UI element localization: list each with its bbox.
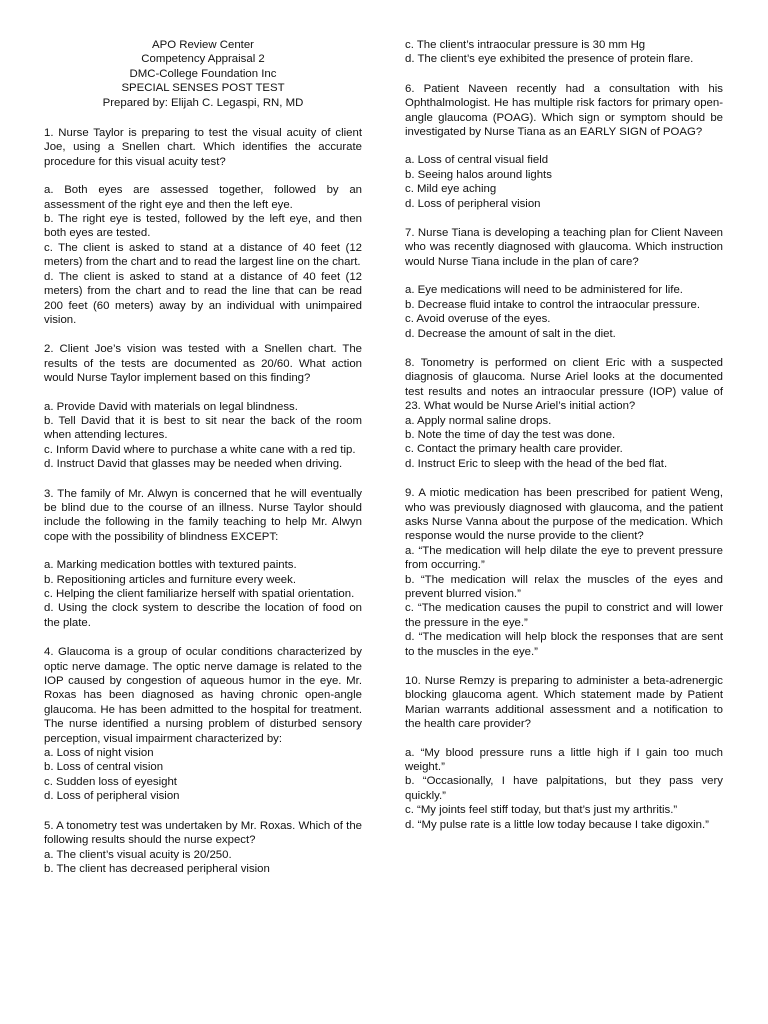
question-5 <box>44 819 362 877</box>
choice-d: d. “My pulse rate is a little low today because I take digoxin.” <box>405 818 709 831</box>
choice-d: d. Instruct David that glasses may be needed when driving. <box>44 458 343 471</box>
choice-c: c. The client is asked to stand at a distance of 40 feet (12 meters) from the chart and to read the largest line on the chart. <box>44 241 362 269</box>
question-5-continued <box>405 38 723 67</box>
choice-c: c. The client’s intraocular pressure is 30 mm Hg <box>405 39 646 51</box>
choice-d: d. The client’s eye exhibited the presence of protein flare. <box>405 53 694 66</box>
question-8 <box>405 356 723 471</box>
test-title: SPECIAL SENSES POST TEST <box>121 82 285 95</box>
choice-c: c. Helping the client familiarize herself with spatial orientation. <box>44 588 355 600</box>
choice-a: a. The client’s visual acuity is 20/250. <box>44 848 232 861</box>
choice-a: a. “My blood pressure runs a little high if I gain too much weight.” <box>405 746 723 774</box>
question-stem: 10. Nurse Remzy is preparing to administer a beta-adrenergic blocking glaucoma agent. Which statement made by Patient Marian warrants additional assessment and a notification to the health care provider? <box>405 675 723 731</box>
question-9 <box>405 486 723 659</box>
choice-b: b. Loss of central vision <box>44 761 164 774</box>
institution-name: DMC-College Foundation Inc <box>129 67 277 80</box>
question-stem: 9. A miotic medication has been prescribed for patient Weng, who was previously diagnosed with glaucoma, and the patient asks Nurse Vanna about the purpose of the medication. Which response would the nurse provide to the client? <box>405 487 723 543</box>
choice-c: c. Inform David where to purchase a white cane with a red tip. <box>44 443 356 456</box>
question-stem: 4. Glaucoma is a group of ocular conditions characterized by optic nerve damage. The optic nerve damage is related to the IOP caused by congestion of aqueous humor in the eye. Mr. Roxas has been diagnosed as having chronic open-angle glaucoma. He has been admitted to the hospital for treatment. The nurse identified a nursing problem of disturbed sensory perception, visual impairment characterized by: <box>44 646 362 745</box>
question-stem: 6. Patient Naveen recently had a consultation with his Ophthalmologist. He has multiple risk factors for primary open-angle glaucoma (POAG). Which sign or symptom should be investigated by Nurse Tiana as an EARLY SIGN of POAG? <box>405 82 723 139</box>
choice-d: d. Using the clock system to describe the location of food on the plate. <box>44 602 362 629</box>
choice-a: a. “The medication will help dilate the eye to prevent pressure from occurring.” <box>405 544 723 572</box>
choice-b: b. “Occasionally, I have palpitations, but they pass very quickly.” <box>405 775 723 802</box>
choice-b: b. Repositioning articles and furniture every week. <box>44 573 296 586</box>
choice-a: a. Loss of central visual field <box>405 154 549 167</box>
choice-a: a. Loss of night vision <box>44 747 154 760</box>
choice-c: c. Avoid overuse of the eyes. <box>405 313 551 326</box>
choice-c: c. “My joints feel stiff today, but that’s just my arthritis.” <box>405 804 678 817</box>
choice-b: b. Note the time of day the test was done. <box>405 428 616 441</box>
choice-b: b. Tell David that it is best to sit near the back of the room when attending lectures. <box>44 414 362 442</box>
choice-a: a. Both eyes are assessed together, followed by an assessment of the right eye and then the left eye. <box>44 184 362 211</box>
choice-a: a. Apply normal saline drops. <box>405 414 552 427</box>
choice-a: a. Eye medications will need to be administered for life. <box>405 284 683 297</box>
right-column <box>405 38 723 847</box>
choice-c: c. Sudden loss of eyesight <box>44 775 177 788</box>
choice-d: d. The client is asked to stand at a distance of 40 feet (12 meters) from the chart and to read the line that can be read 200 feet (60 meters) away by an individual with unimpaired vision. <box>44 270 362 326</box>
choice-d: d. Decrease the amount of salt in the diet. <box>405 327 616 340</box>
choice-c: c. Contact the primary health care provider. <box>405 443 623 456</box>
choice-d: d. Loss of peripheral vision <box>44 790 180 803</box>
choice-d: d. Instruct Eric to sleep with the head of the bed flat. <box>405 457 668 470</box>
question-stem: 5. A tonometry test was undertaken by Mr. Roxas. Which of the following results should the nurse expect? <box>44 819 362 847</box>
question-10 <box>405 674 723 832</box>
document-header <box>44 38 362 110</box>
choice-b: b. The client has decreased peripheral vision <box>44 862 270 875</box>
question-stem: 2. Client Joe’s vision was tested with a Snellen chart. The results of the tests are documented as 20/60. What action would Nurse Taylor implement based on this finding? <box>44 343 362 385</box>
author-line: Prepared by: Elijah C. Legaspi, RN, MD <box>102 96 304 109</box>
choice-b: b. “The medication will relax the muscles of the eyes and prevent blurred vision.” <box>405 573 723 600</box>
choice-c: c. Mild eye aching <box>405 183 497 196</box>
question-7 <box>405 226 723 341</box>
left-column <box>44 38 362 891</box>
question-3 <box>44 487 362 631</box>
choice-a: a. Marking medication bottles with textured paints. <box>44 559 297 572</box>
question-1 <box>44 126 362 327</box>
question-stem: 7. Nurse Tiana is developing a teaching plan for Client Naveen who was recently diagnosed with glaucoma. Which instruction would Nurse Tiana include in the plan of care? <box>405 227 723 268</box>
question-6 <box>405 82 723 211</box>
question-stem: 1. Nurse Taylor is preparing to test the visual acuity of client Joe, using a Snellen chart. Which identifies the accurate procedure for this visual acuity test? <box>44 127 362 168</box>
choice-b: b. Seeing halos around lights <box>405 168 552 181</box>
choice-c: c. “The medication causes the pupil to constrict and will lower the pressure in the eye.” <box>405 602 723 629</box>
review-center-name: APO Review Center <box>152 39 254 51</box>
question-stem: 3. The family of Mr. Alwyn is concerned that he will eventually be blind due to the course of an illness. Nurse Taylor should include the following in the family teaching to help Mr. Alwyn cope with the possibility of blindness EXCEPT: <box>44 487 362 543</box>
question-2 <box>44 342 362 471</box>
choice-b: b. The right eye is tested, followed by the left eye, and then both eyes are tested. <box>44 213 362 240</box>
choice-b: b. Decrease fluid intake to control the intraocular pressure. <box>405 298 701 311</box>
choice-a: a. Provide David with materials on legal blindness. <box>44 400 298 413</box>
choice-d: d. Loss of peripheral vision <box>405 197 541 210</box>
appraisal-title: Competency Appraisal 2 <box>141 53 265 66</box>
choice-d: d. “The medication will help block the responses that are sent to the muscles in the eye.” <box>405 631 723 658</box>
question-4 <box>44 645 362 803</box>
question-stem: 8. Tonometry is performed on client Eric with a suspected diagnosis of glaucoma. Nurse Ariel looks at the documented test results and notes an intraocular pressure (IOP) value of 23. What would be Nurse Ariel’s initial action? <box>405 356 723 413</box>
